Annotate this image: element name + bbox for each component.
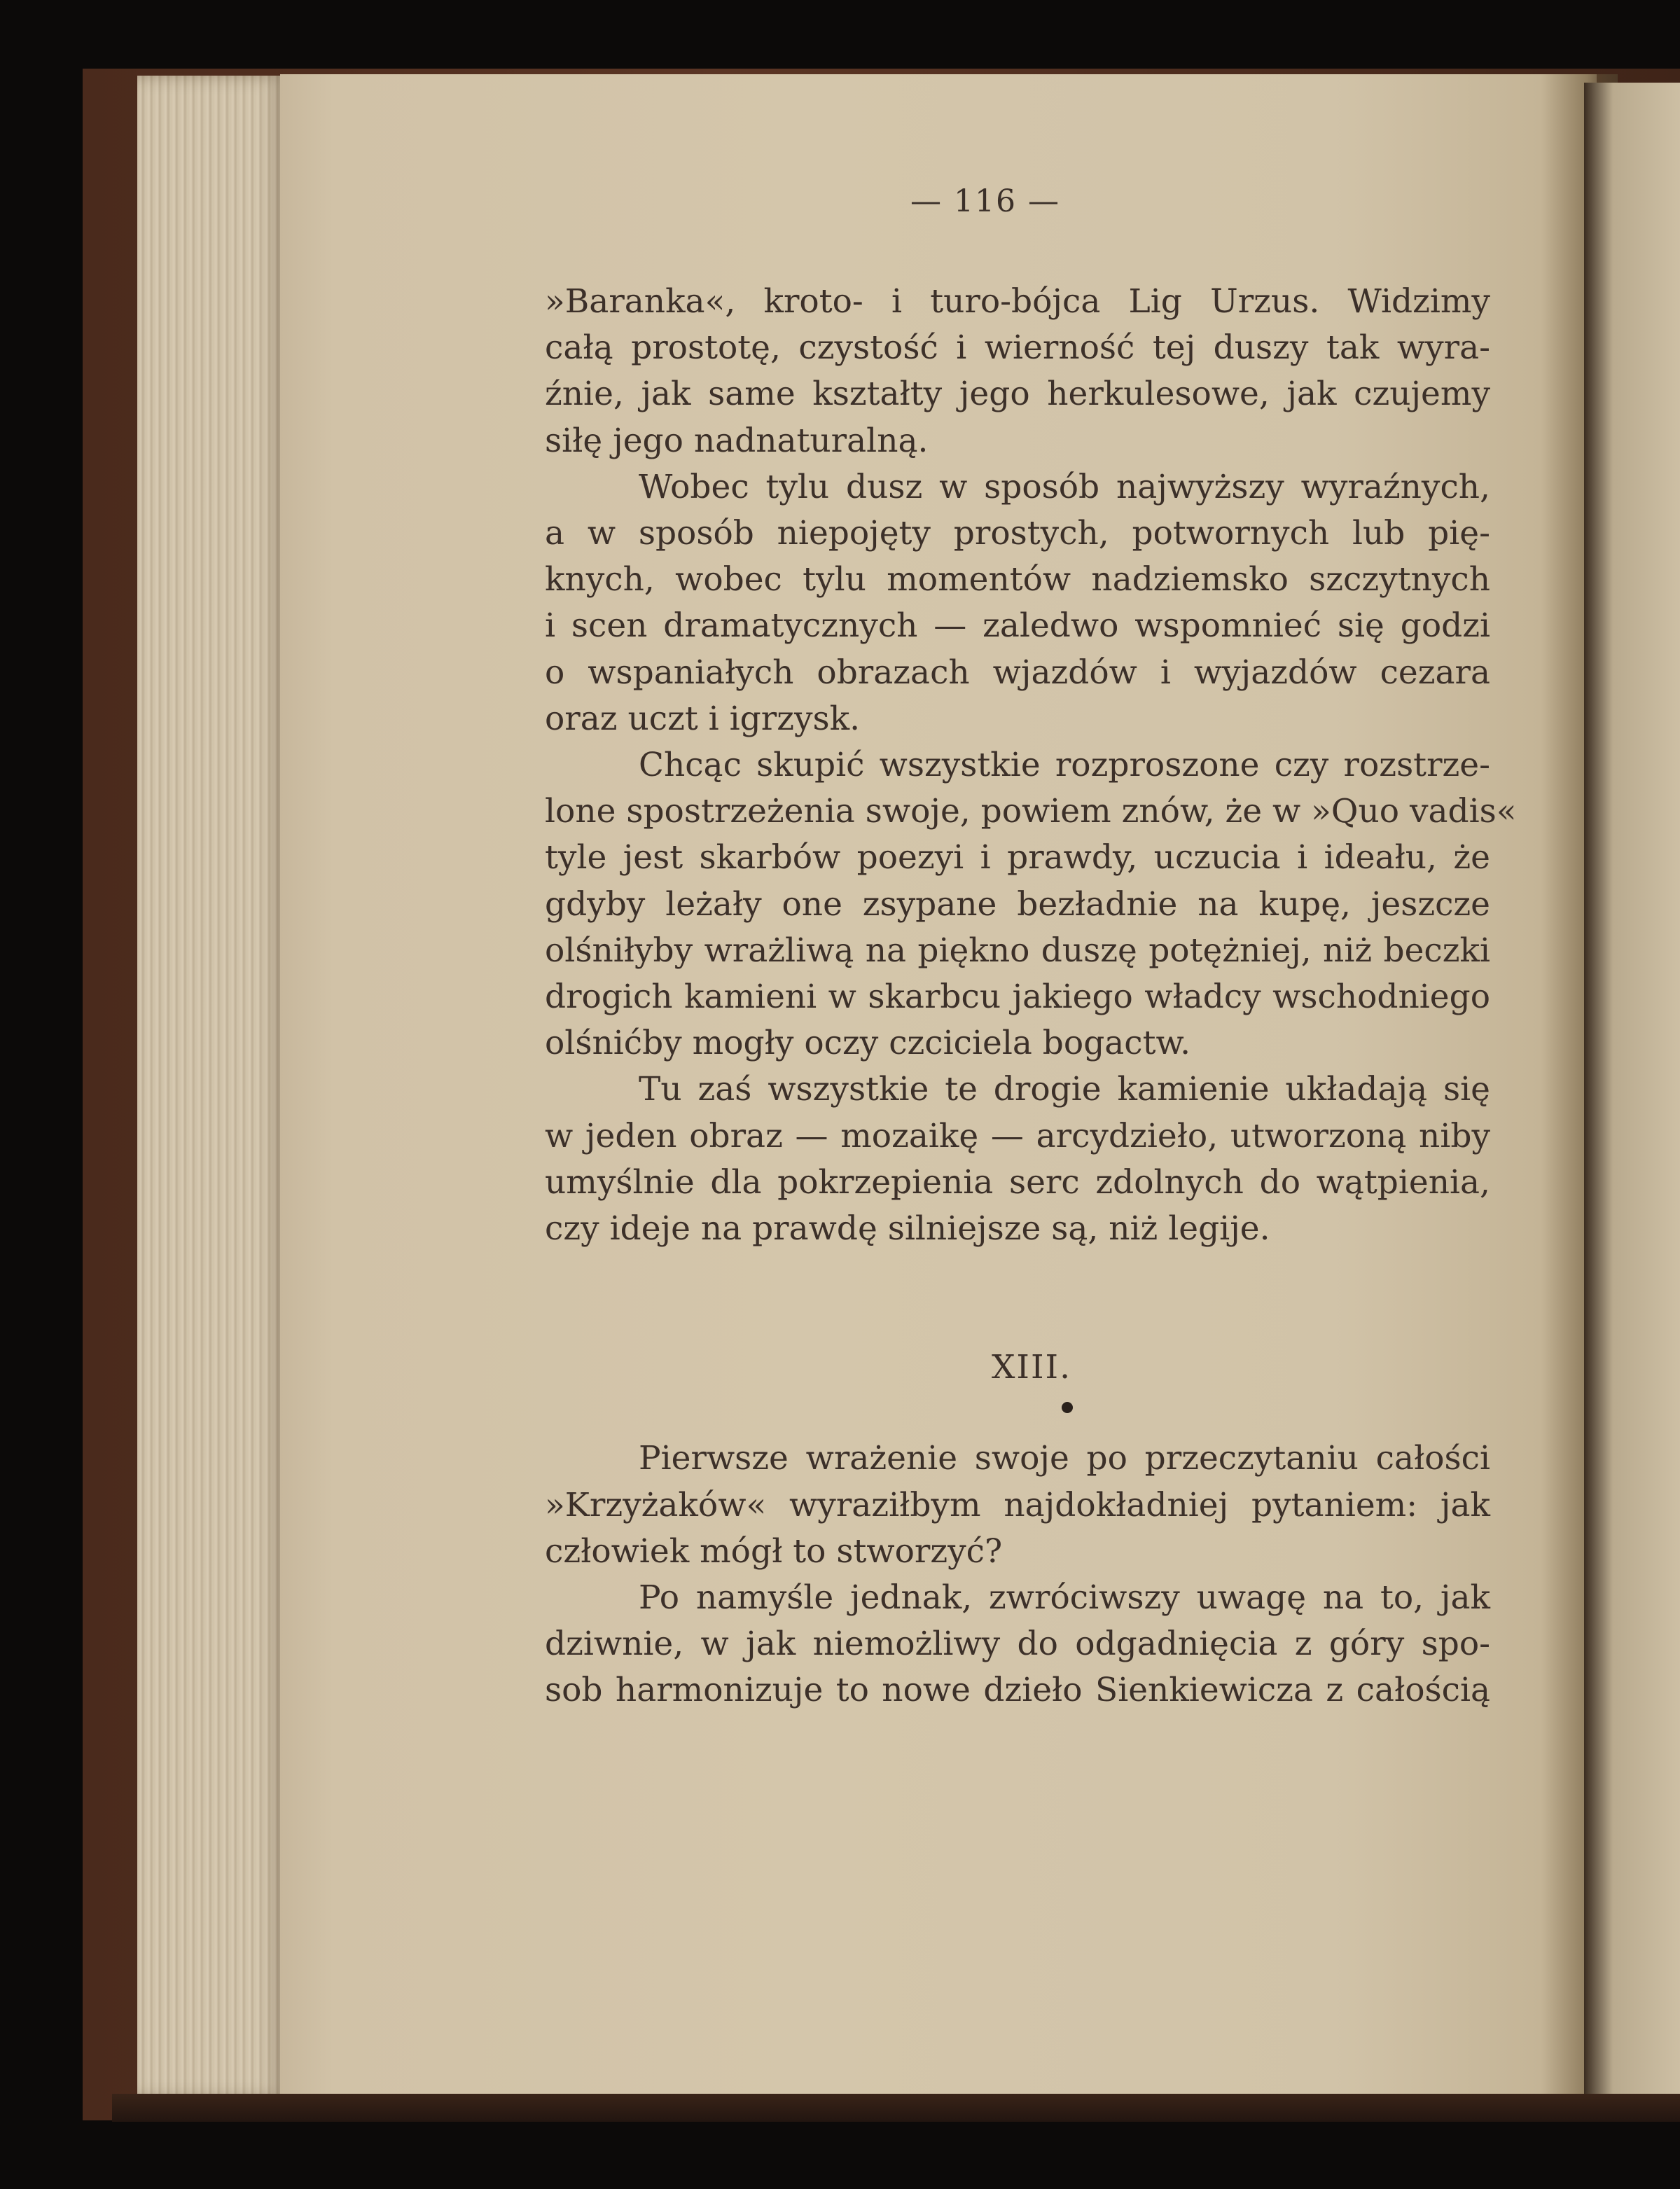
text-line: Tu zaś wszystkie te drogie kamienie układają się	[639, 1070, 1490, 1109]
text-line: oraz uczt i igrzysk.	[545, 699, 861, 738]
text-line: dziwnie, w jak niemożliwy do odgadnięcia z góry spo-	[545, 1625, 1490, 1664]
text-line: czy ideje na prawdę silniejsze są, niż legije.	[545, 1209, 1270, 1249]
text-line: tyle jest skarbów poezyi i prawdy, uczucia i ideału, że	[545, 838, 1490, 877]
text-line: Pierwsze wrażenie swoje po przeczytaniu całości	[639, 1439, 1490, 1478]
page-text	[545, 279, 1517, 1714]
section-spacer	[545, 1252, 1490, 1298]
text-line: Po namyśle jednak, zwróciwszy uwagę na to, jak	[639, 1578, 1490, 1618]
facing-page-edge	[1584, 83, 1680, 2099]
text-line: olśnićby mogły oczy czciciela bogactw.	[545, 1024, 1191, 1063]
ornament-dot-icon	[1062, 1402, 1073, 1413]
page-number: — 116 —	[910, 183, 1060, 219]
text-line: olśniłyby wrażliwą na piękno duszę potężniej, niż beczki	[545, 931, 1490, 970]
text-line: »Krzyżaków« wyraziłbym najdokładniej pytaniem: jak	[545, 1485, 1490, 1524]
text-line: »Baranka«, kroto- i turo-bójca Lig Urzus. Widzimy	[545, 282, 1490, 321]
text-line: lone spostrzeżenia swoje, powiem znów, że w »Quo vadis«	[545, 792, 1517, 831]
chapter-ornament	[545, 1391, 1490, 1436]
text-line: drogich kamieni w skarbcu jakiego władcy wschodniego	[545, 978, 1490, 1017]
text-line: Chcąc skupić wszystkie rozproszone czy rozstrze-	[639, 746, 1490, 785]
text-line: knych, wobec tylu momentów nadziemsko szczytnych	[545, 560, 1490, 599]
text-line: gdyby leżały one zsypane bezładnie na kupę, jeszcze	[545, 884, 1490, 924]
text-line: sob harmonizuje to nowe dzieło Sienkiewicza z całością	[545, 1671, 1490, 1710]
text-line: źnie, jak same kształty jego herkulesowe, jak czujemy	[545, 375, 1490, 414]
text-line: w jeden obraz — mozaikę — arcydzieło, utworzoną niby	[545, 1116, 1490, 1155]
text-line: człowiek mógł to stworzyć?	[545, 1531, 1003, 1571]
page-edges	[137, 76, 286, 2098]
text-line: całą prostotę, czystość i wierność tej duszy tak wyra-	[545, 328, 1490, 368]
text-line: a w sposób niepojęty prostych, potwornych lub pię-	[545, 514, 1490, 553]
text-line: umyślnie dla pokrzepienia serc zdolnych do wątpienia,	[545, 1162, 1490, 1202]
chapter-heading: XIII.	[991, 1348, 1072, 1387]
text-line: o wspaniałych obrazach wjazdów i wyjazdów cezara	[545, 653, 1490, 692]
book-bottom-edge	[112, 2094, 1680, 2122]
text-line: siłę jego nadnaturalną.	[545, 421, 929, 460]
text-line: i scen dramatycznych — zaledwo wspomnieć się godzi	[545, 606, 1490, 646]
text-line: Wobec tylu dusz w sposób najwyższy wyraźnych,	[639, 467, 1490, 506]
